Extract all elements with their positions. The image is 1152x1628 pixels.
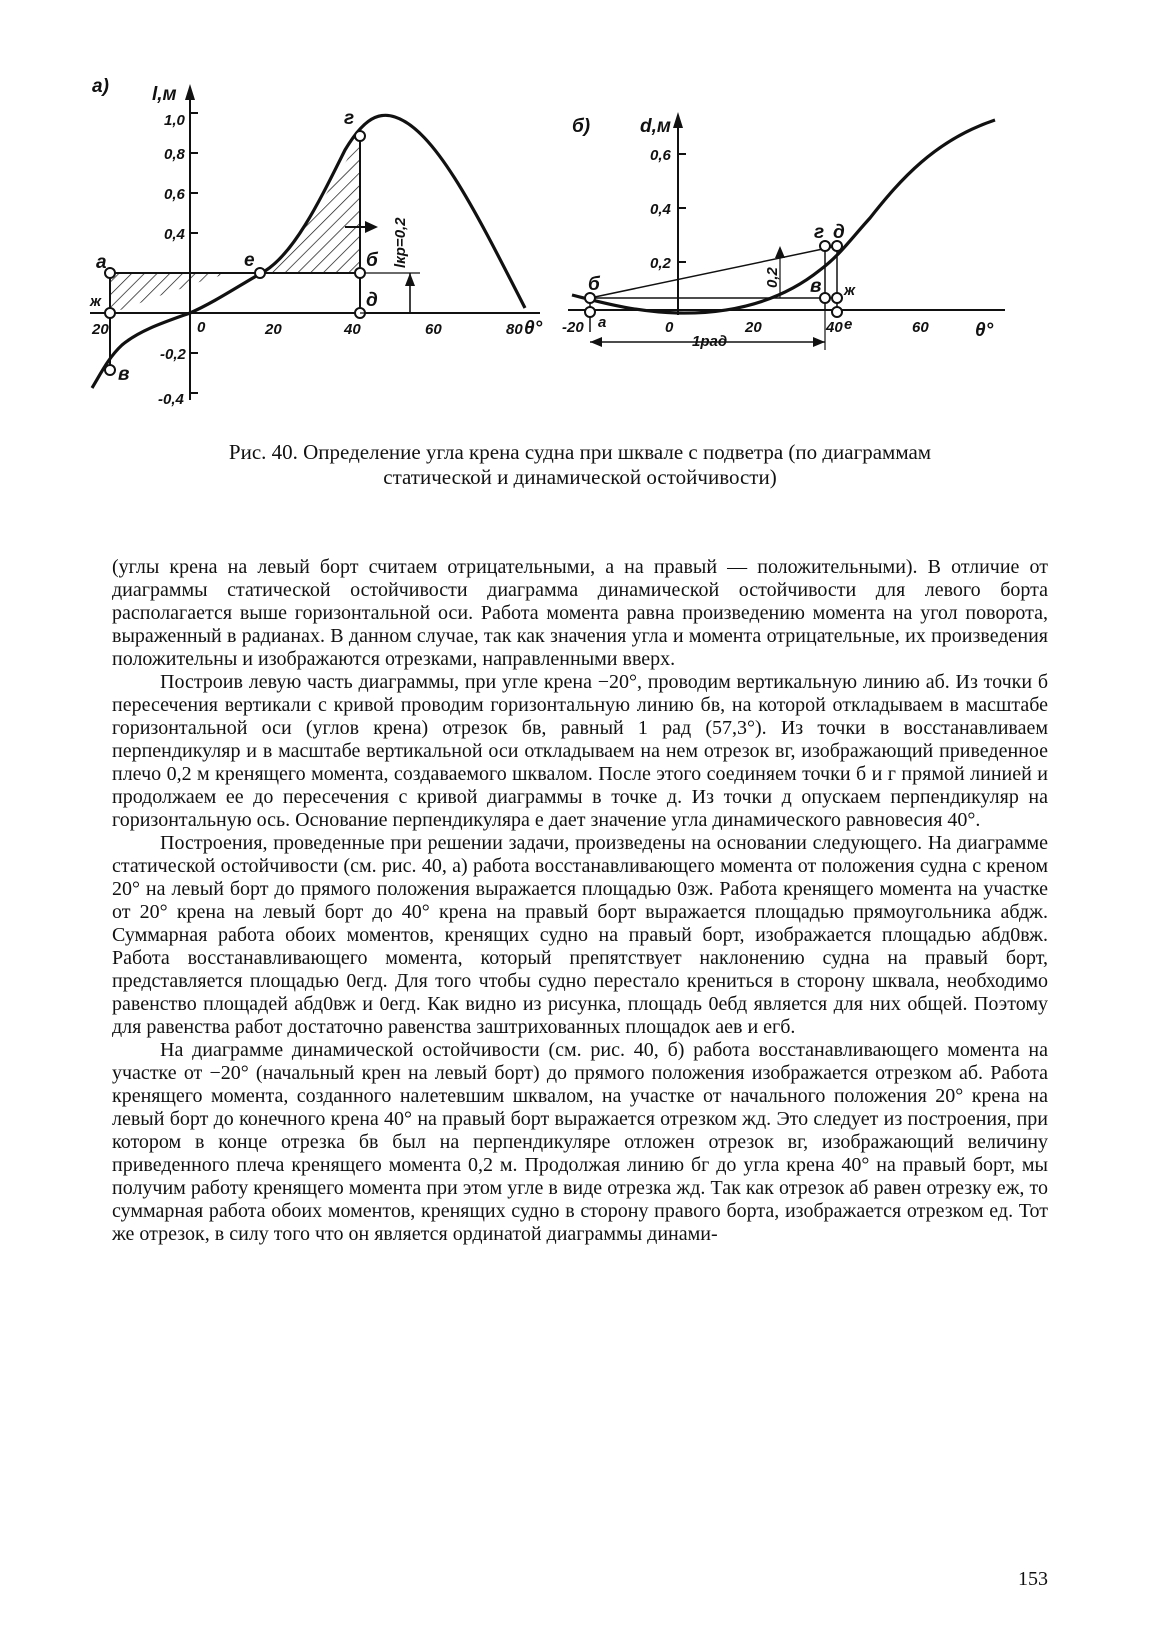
panel-b-y-axis-label: d,м xyxy=(640,116,671,137)
panel-a-y-tick-neg0.2: -0,2 xyxy=(160,346,186,363)
panel-a-point-b: б xyxy=(366,250,378,271)
panel-a-y-axis-label: l,м xyxy=(152,84,177,105)
page-number: 153 xyxy=(1018,1568,1048,1590)
panel-a-point-d: д xyxy=(366,290,378,311)
panel-b-label: б) xyxy=(572,116,591,137)
panel-b-y-tick-0.2: 0,2 xyxy=(650,255,671,272)
panel-b-x-axis-label: θ° xyxy=(975,320,994,341)
panel-a-x-tick-60: 60 xyxy=(425,321,442,338)
panel-a-y-tick-1: 1,0 xyxy=(164,112,185,129)
panel-b-y-ticks xyxy=(678,154,686,262)
hatched-area-aev xyxy=(110,273,260,313)
panel-b-x-tick-60: 60 xyxy=(912,319,929,336)
panel-a-point-v: в xyxy=(118,364,130,385)
panel-a-y-tick-neg0.4: -0,4 xyxy=(158,391,184,408)
panel-b-point-d: д xyxy=(833,222,845,243)
panel-a-x-tick-20: 20 xyxy=(265,321,282,338)
body-text xyxy=(112,556,1048,1246)
figure-40 xyxy=(80,70,1080,430)
panel-b-rad-annotation: 1рад xyxy=(692,333,728,350)
panel-b-point-a: а xyxy=(598,314,607,331)
panel-b-x-tick-20: 20 xyxy=(745,319,762,336)
panel-a-y-tick-0.6: 0,6 xyxy=(164,186,185,203)
panel-b-point-b: б xyxy=(588,274,600,295)
panel-b-y-tick-0.6: 0,6 xyxy=(650,147,671,164)
panel-a-label: а) xyxy=(92,76,109,97)
panel-a-point-e: е xyxy=(244,250,255,271)
caption-line-2: статической и динамической остойчивости) xyxy=(383,465,777,489)
panel-a-y-tick-0.4: 0,4 xyxy=(164,226,185,243)
paragraph-1: (углы крена на левый борт считаем отрицательными, а на правый — положительными). В отличие от диаграммы статической остойчивости диаграмма динамической остойчивости для левого борта располагается выше горизонтальной оси. Работа момента равна произведению момента на угол поворота, выраженный в радианах. В данном случае, так как значения угла и момента отрицательные, их произведения положительны и изображаются отрезками, направленными вверх. xyxy=(112,556,1048,670)
panel-a-y-arrow xyxy=(185,84,195,100)
heel-arrow-head xyxy=(365,221,378,233)
hatched-area-egb xyxy=(260,140,360,273)
panel-a-point-zh: ж xyxy=(90,293,102,310)
lever-0.2-arrow xyxy=(775,246,785,258)
panel-a-point-g: г xyxy=(344,108,355,129)
figure-caption xyxy=(110,440,1050,490)
panel-a-chart xyxy=(89,76,543,408)
paragraph-2: Построив левую часть диаграммы, при угле крена −20°, проводим вертикальную линию аб. Из точки б пересечения вертикали с кривой проводим горизонтальную линию бв, на которой откладываем в масштабе горизонтальной оси (углов крена) отрезок бв, равный 1 рад (57,3°). Из точки в восстанавливаем перпендикуляр и в масштабе вертикальной оси откладываем на нем отрезок вг, изображающий приведенное плечо 0,2 м кренящего момента, создаваемого шквалом. После этого соединяем точки б и г прямой линией и продолжаем ее до пересечения с кривой диаграммы в точке д. Из точки д опускаем перпендикуляр на горизонтальную ось. Основание перпендикуляра е дает значение угла динамического равновесия 40°. xyxy=(112,671,1048,831)
panel-a-x-tick-40: 40 xyxy=(344,321,361,338)
rad-arrow-right xyxy=(813,337,825,347)
panel-b-x-tick-0: 0 xyxy=(665,319,674,336)
caption-line-1: Рис. 40. Определение угла крена судна при шквале с подветра (по диаграммам xyxy=(228,440,932,464)
panel-b-y-arrow xyxy=(673,112,683,128)
panel-b-point-v: в xyxy=(810,276,822,297)
panel-b-y-tick-0.4: 0,4 xyxy=(650,201,671,218)
panel-b-point-g: г xyxy=(814,222,825,243)
panel-a-y-ticks xyxy=(190,113,198,393)
panel-a-point-a: а xyxy=(96,252,107,273)
panel-b-x-tick-40: 40 xyxy=(826,319,843,336)
paragraph-3: Построения, проведенные при решении задачи, произведены на основании следующего. На диаграмме статической остойчивости (см. рис. 40, а) работа восстанавливающего момента от положения судна с креном 20° на левый борт до прямого положения выражается площадью 0зж. Работа кренящего момента на участке от 20° крена на левый борт до 40° крена на правый борт выражается площадью прямоугольника абдж. Суммарная работа обоих моментов, кренящих судно на правый борт, изображается площадью абд0вж. Работа восстанавливающего момента, который препятствует наклонению судна на правый борт, представляется площадью 0егд. Для того чтобы судно перестало крениться в сторону шквала, необходимо равенство площадей абд0вж и 0егд. Как видно из рисунка, площадь 0ебд является для них общей. Поэтому для равенства работ достаточно равенства заштрихованных площадок аев и егб. xyxy=(112,832,1048,1038)
line-b-d xyxy=(590,246,837,298)
panel-a-x-tick-0: 0 xyxy=(197,319,206,336)
panel-b-x-tick-neg20: -20 xyxy=(562,319,584,336)
paragraph-4: На диаграмме динамической остойчивости (см. рис. 40, б) работа восстанавливающего момента на участке от −20° (начальный крен на левый борт) до прямого положения изображается отрезком аб. Работа кренящего момента, созданного налетевшим шквалом, на участке от начального положения 20° крена на левый борт до конечного крена 40° на правый борт выражается отрезком жд. Это следует из построения, при котором в конце отрезка бв был на перпендикуляре отложен отрезок вг, изображающий величину приведенного плеча кренящего момента 0,2 м. Продолжая линию бг до угла крена 40° на правый борт, мы получим работу кренящего момента при этом угле в виде отрезка жд. Так как отрезок аб равен отрезку еж, то суммарная работа обоих моментов, кренящих судно в сторону правого борта, изображается отрезком ед. Тот же отрезок, в силу того что он является ординатой диаграммы динами- xyxy=(112,1039,1048,1245)
panel-a-y-tick-0.8: 0,8 xyxy=(164,146,185,163)
panel-a-x-tick-neg20: 20 xyxy=(92,321,109,338)
panel-a-lever-annotation: lкр=0,2 xyxy=(392,217,409,268)
dynamic-stability-curve xyxy=(572,120,995,313)
panel-b-chart xyxy=(562,112,1005,350)
rad-arrow-left xyxy=(590,337,602,347)
panel-a-x-axis-label: θ° xyxy=(524,318,543,339)
panel-b-point-zh: ж xyxy=(844,282,856,299)
panel-a-x-tick-80: 80 xyxy=(506,321,523,338)
panel-b-point-e: е xyxy=(844,316,853,333)
panel-b-lever-annotation: 0,2 xyxy=(764,267,781,288)
lever-arrow-up xyxy=(405,273,415,286)
